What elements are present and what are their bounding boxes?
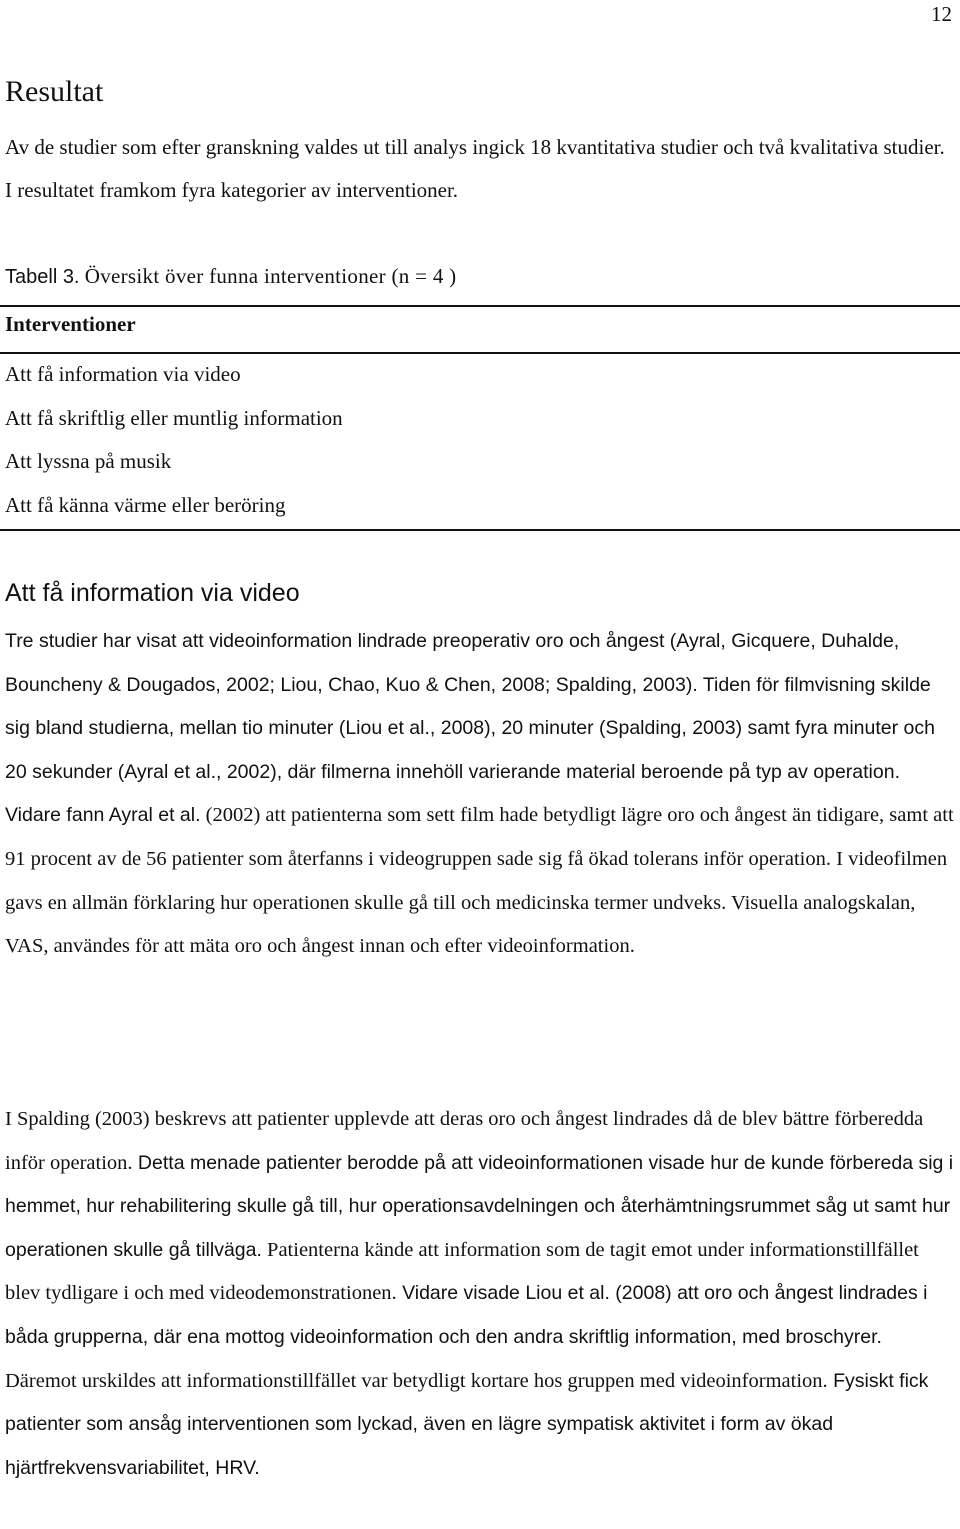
paragraph-2-part-3: Patienterna kände att information som de tagit emot under informationstillfället blev tydligare i och med videodemonstrationen. bbox=[5, 1238, 919, 1305]
interventions-table-body bbox=[5, 353, 343, 527]
table-caption bbox=[5, 261, 456, 292]
paragraph-2-part-5: Däremot urskildes att informationstillfället var betydligt kortare hos gruppen med videoinformation. bbox=[5, 1369, 828, 1392]
table-header: Interventioner bbox=[5, 312, 136, 336]
section-heading-resultat: Resultat bbox=[5, 75, 104, 108]
paragraph-2-part-1: I Spalding (2003) beskrevs att patienter upplevde att deras oro och ångest lindrades då de blev bättre förberedda inför operation. bbox=[5, 1108, 924, 1174]
paragraph-1-part-1: Tre studier har visat att videoinformation lindrade preoperativ oro och ångest (Ayral, Gicquere, Duhalde, Bouncheny & Dougados, 2002; Liou, Chao, Kuo & Chen, 2008; Spalding, 2003). Tiden för filmvisning skilde sig bland studierna, mellan tio minuter (Liou et al., 2008), 20 minuter (Spalding, 2003) samt fyra minuter och 20 sekunder (Ayral et al., 2002), där filmerna innehöll varierande material beroende på typ av operation. Vidare fann Ayral et al. bbox=[5, 630, 935, 827]
body-paragraph-2 bbox=[5, 1098, 955, 1490]
body-paragraph-1 bbox=[5, 620, 955, 969]
paragraph-2-part-4: Vidare visade Liou et al. (2008) att oro och ångest lindrades i båda grupperna, där ena mottog videoinformation och den andra skriftlig information, med broschyrer. bbox=[5, 1282, 928, 1348]
paragraph-2-part-6: Fysiskt fick patienter som ansåg interventionen som lyckad, även en lägre sympatisk aktivitet i form av ökad hjärtfrekvensvariabilitet, HRV. bbox=[5, 1369, 929, 1479]
paragraph-1-part-2: (2002) att patienterna som sett film hade betydligt lägre oro och ångest än tidigare, samt att 91 procent av de 56 patienter som återfanns i videogruppen sade sig få ökad tolerans inför operation. I videofilmen gavs en allmän förklaring hur operationen skulle gå till och medicinska termer undveks. Visuella analogskalan, VAS, användes för att mäta oro och ångest innan och efter videoinformation. bbox=[5, 804, 954, 958]
table-row: Att få information via video bbox=[5, 362, 241, 386]
table-row: Att få skriftlig eller muntlig information bbox=[5, 405, 343, 430]
table-row: Att få känna värme eller beröring bbox=[5, 492, 286, 517]
table-top-rule bbox=[0, 305, 960, 307]
subsection-heading: Att få information via video bbox=[5, 579, 300, 607]
table-row: Att lyssna på musik bbox=[5, 449, 172, 473]
paragraph-2-part-2: Detta menade patienter berodde på att videoinformationen visade hur de kunde förbereda sig i hemmet, hur rehabilitering skulle gå till, hur operationsavdelningen och återhämtningsrummet såg ut samt hur operationen skulle gå tillväga. bbox=[5, 1151, 954, 1261]
page-number: 12 bbox=[931, 2, 952, 26]
intro-paragraph: Av de studier som efter granskning valdes ut till analys ingick 18 kvantitativa studier och två kvalitativa studier. I resultatet framkom fyra kategorier av interventioner. bbox=[5, 135, 945, 202]
table-caption-text: Översikt över funna interventioner (n = 4 ) bbox=[84, 264, 457, 288]
table-bottom-rule bbox=[0, 529, 960, 531]
table-caption-label: Tabell 3. bbox=[5, 266, 80, 288]
